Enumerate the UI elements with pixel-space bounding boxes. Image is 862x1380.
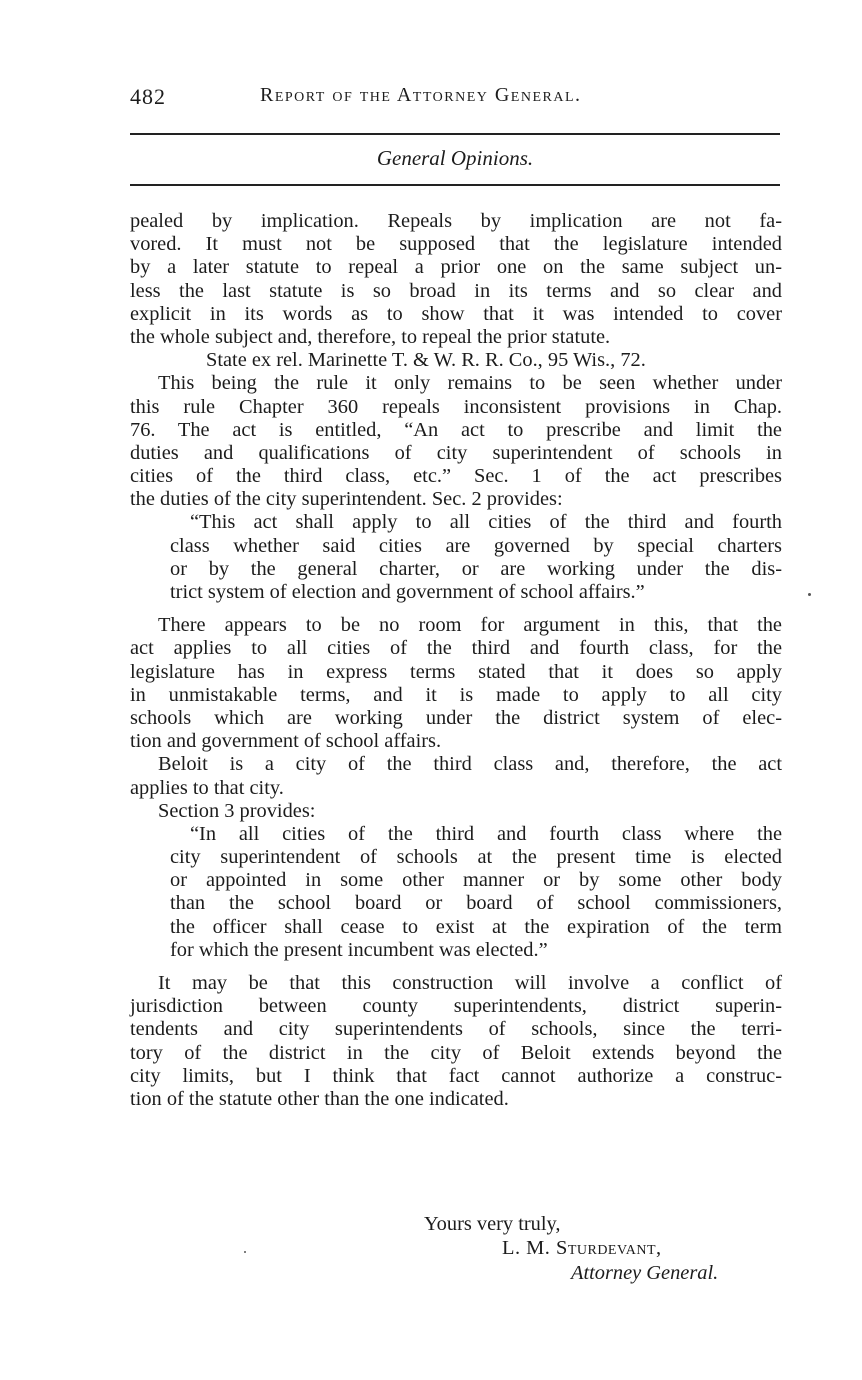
text-line: less the last statute is so broad in its terms and so clear and <box>130 279 782 302</box>
running-head <box>130 84 780 114</box>
spacer <box>130 604 782 614</box>
header-rule-bottom <box>130 184 780 186</box>
text-line: this rule Chapter 360 repeals inconsistent provisions in Chap. <box>130 395 782 418</box>
signer-name: L. M. Sturdevant, <box>502 1237 662 1259</box>
text-line: explicit in its words as to show that it was intended to cover <box>130 302 782 325</box>
text-line: tendents and city superintendents of schools, since the terri- <box>130 1018 782 1041</box>
text-line: duties and qualifications of city superintendent of schools in <box>130 441 782 464</box>
text-line: the duties of the city superintendent. Sec. 2 provides: <box>130 488 563 511</box>
text-line: tion and government of school affairs. <box>130 730 442 753</box>
text-line: applies to that city. <box>130 776 284 799</box>
text-line: tion of the statute other than the one indicated. <box>130 1087 509 1110</box>
text-line: the whole subject and, therefore, to repeal the prior statute. <box>130 325 611 348</box>
quote-line: or by the general charter, or are working under the dis- <box>170 557 782 580</box>
text-line: city limits, but I think that fact cannot authorize a construc- <box>130 1064 782 1087</box>
text-line: 76. The act is entitled, “An act to prescribe and limit the <box>130 418 782 441</box>
text-line: legislature has in express terms stated that it does so apply <box>130 660 782 683</box>
header-rule-top <box>130 133 780 135</box>
text-line: cities of the third class, etc.” Sec. 1 of the act prescribes <box>130 465 782 488</box>
text-line: by a later statute to repeal a prior one on the same subject un- <box>130 256 782 279</box>
text-line: Beloit is a city of the third class and, therefore, the act <box>158 753 782 776</box>
paragraph-5 <box>130 800 782 823</box>
text-line: in unmistakable terms, and it is made to apply to all city <box>130 683 782 706</box>
quote-line: “In all cities of the third and fourth class where the <box>190 822 782 845</box>
paragraph-6 <box>130 972 782 1111</box>
paragraph-3 <box>130 614 782 753</box>
scan-speck <box>244 1251 246 1253</box>
quote-line: city superintendent of schools at the present time is elected <box>170 846 782 869</box>
text-line: pealed by implication. Repeals by implication are not fa- <box>130 210 782 232</box>
section-title: General Opinions. <box>376 146 534 170</box>
text-line: act applies to all cities of the third and fourth class, for the <box>130 637 782 660</box>
signature-name <box>502 1237 662 1260</box>
quote-line: or appointed in some other manner or by some other body <box>170 869 782 892</box>
signature-closing: Yours very truly, <box>424 1213 561 1235</box>
text-line: Section 3 provides: <box>158 799 316 822</box>
case-citation: State ex rel. Marinette T. & W. R. R. Co., 95 Wis., 72. <box>206 349 646 372</box>
paragraph-4 <box>130 753 782 799</box>
block-quote-section-2 <box>130 511 782 604</box>
quote-line: for which the present incumbent was elected.” <box>170 938 548 961</box>
quote-line: class whether said cities are governed by special charters <box>170 534 782 557</box>
quote-line: trict system of election and government of school affairs.” <box>170 581 645 603</box>
paragraph-1 <box>130 210 782 349</box>
page-number: 482 <box>130 84 166 109</box>
paragraph-2 <box>130 372 782 511</box>
quote-line: “This act shall apply to all cities of the third and fourth <box>190 511 782 534</box>
block-quote-section-3 <box>130 823 782 962</box>
text-line: This being the rule it only remains to be seen whether under <box>158 372 782 395</box>
text-line: tory of the district in the city of Beloit extends beyond the <box>130 1041 782 1064</box>
scan-speck <box>808 593 811 596</box>
text-line: There appears to be no room for argument in this, that the <box>158 614 782 637</box>
text-line: jurisdiction between county superintendents, district superin- <box>130 995 782 1018</box>
opinion-body <box>130 210 782 1111</box>
text-line: schools which are working under the district system of elec- <box>130 706 782 729</box>
text-line: It may be that this construction will involve a conflict of <box>158 972 782 994</box>
spacer <box>130 962 782 972</box>
signature-title: Attorney General. <box>571 1262 719 1284</box>
text-line: vored. It must not be supposed that the legislature intended <box>130 233 782 256</box>
running-title: Report of the Attorney General. <box>260 84 582 106</box>
quote-line: than the school board or board of school commissioners, <box>170 892 782 915</box>
quote-line: the officer shall cease to exist at the expiration of the term <box>170 915 782 938</box>
